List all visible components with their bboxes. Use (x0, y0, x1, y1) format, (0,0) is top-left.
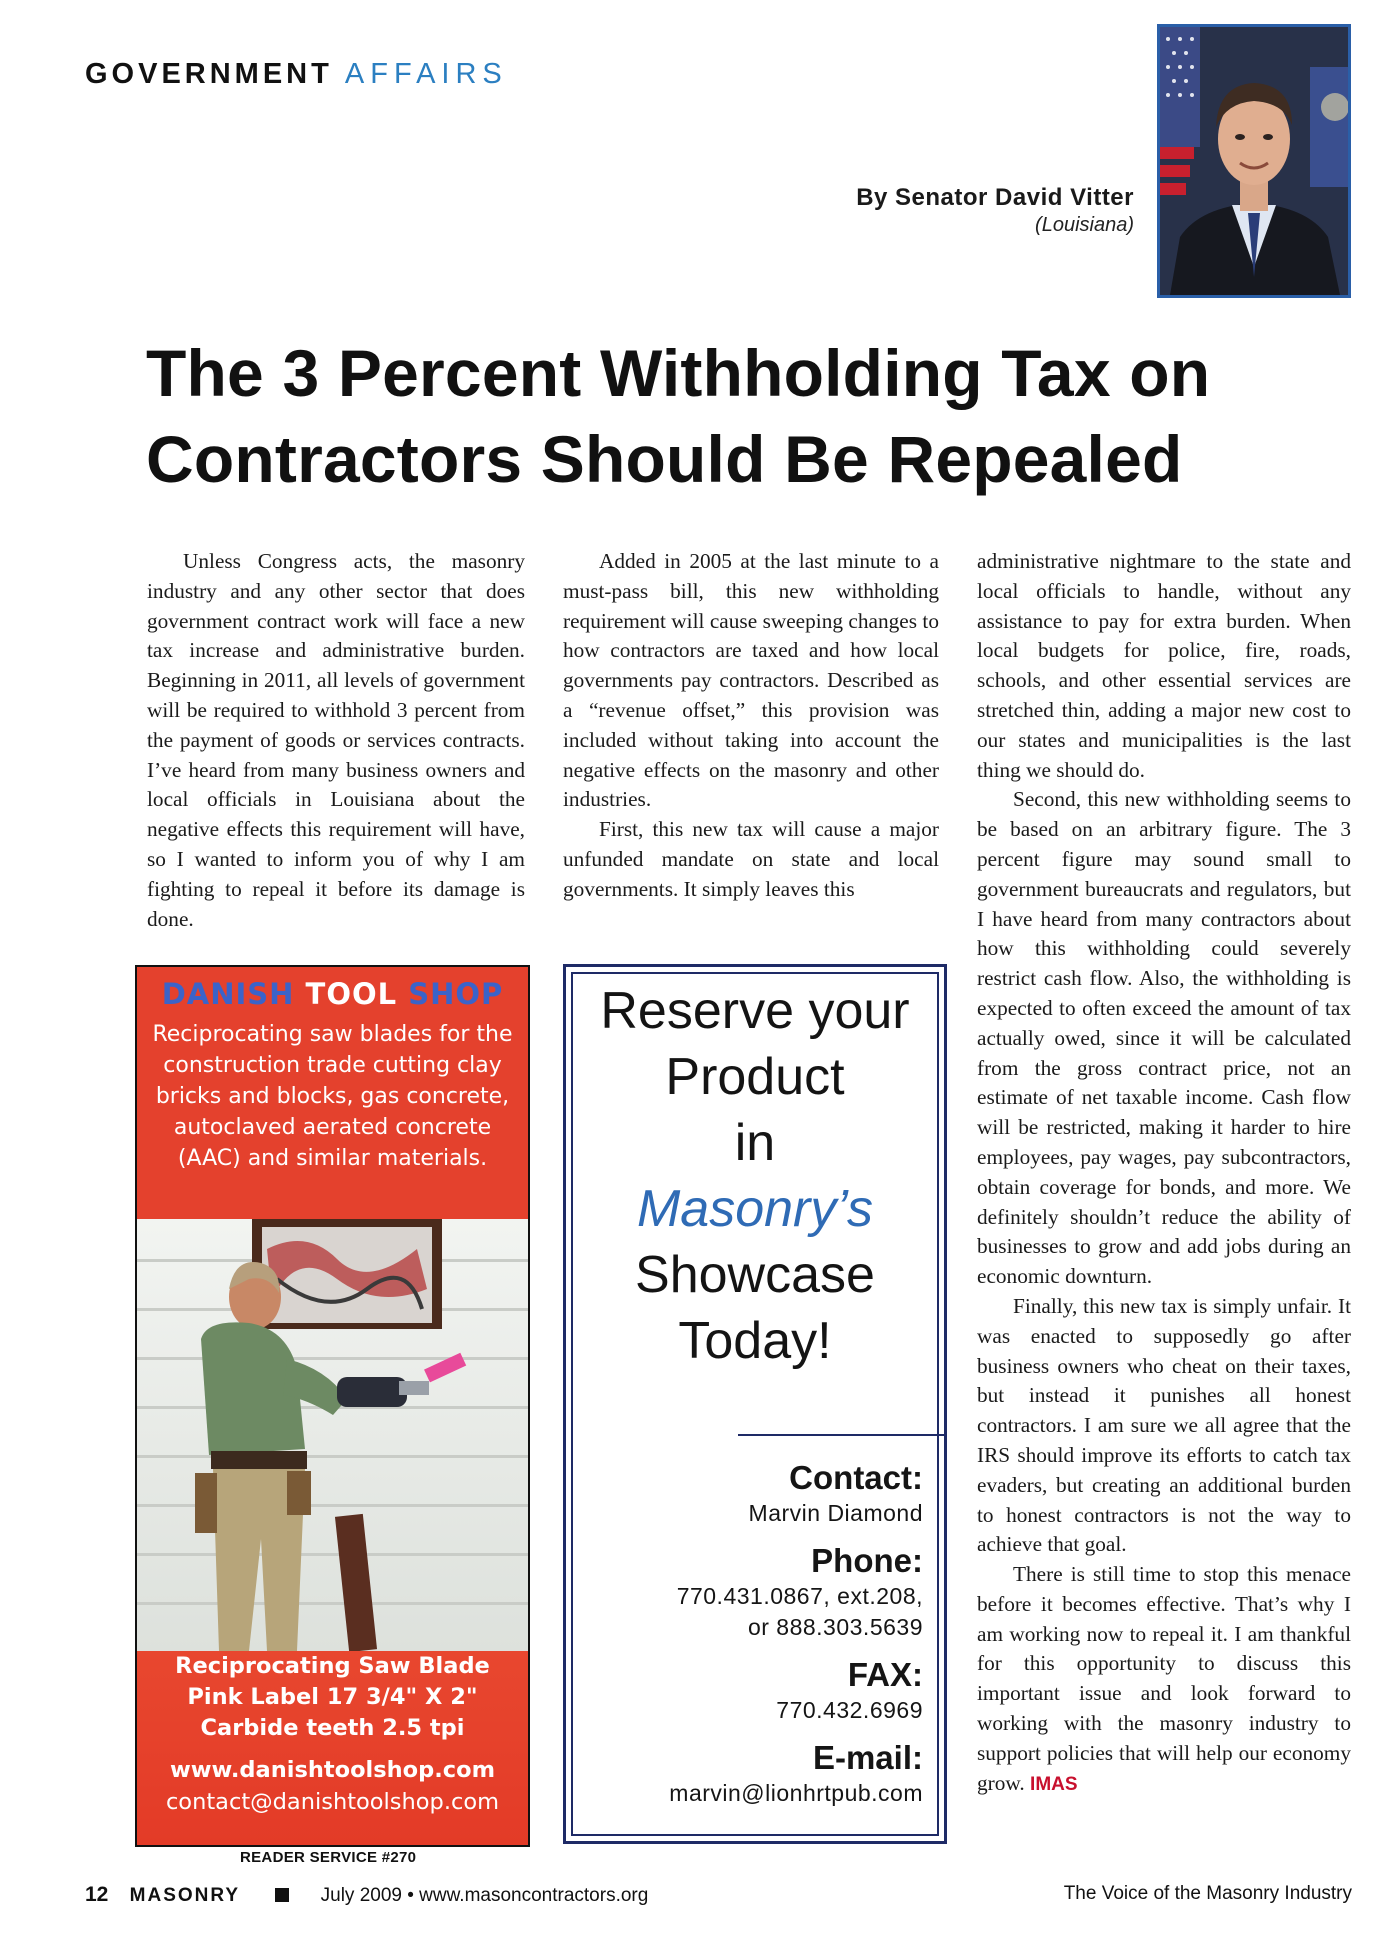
showcase-line: in (734, 1114, 776, 1172)
section-label (85, 58, 508, 91)
article-headline (146, 330, 1306, 502)
showcase-line: Product (665, 1048, 845, 1106)
fax-value: 770.432.6969 (776, 1697, 923, 1723)
issue-info: July 2009 • www.masoncontractors.org (320, 1885, 649, 1906)
article-column-1 (147, 547, 525, 934)
ad-photo (137, 1219, 528, 1651)
article-paragraph: Finally, this new tax is simply unfair. It was enacted to supposedly go after business owners who cheat on their taxes, but instead it punishes all honest contractors. I am sure we all agree that the IRS should improve its efforts to catch tax evaders, but creating an additional burden to honest contractors is not the way to achieve that goal. (977, 1293, 1351, 1557)
ad-brand-tool: TOOL (305, 977, 398, 1011)
phone-label: Phone: (811, 1542, 923, 1579)
fax-label: FAX: (847, 1656, 923, 1693)
headline-line-2: Contractors Should Be Repealed (146, 422, 1183, 496)
article-paragraph: First, this new tax will cause a major unfunded mandate on state and local governments. It simply leaves this (563, 817, 939, 901)
danish-tool-shop-ad[interactable] (135, 965, 530, 1847)
email-link[interactable]: marvin@lionhrtpub.com (669, 1780, 923, 1806)
ad-brand-danish: DANISH (161, 977, 295, 1011)
ad-product-info (137, 1651, 528, 1744)
contact-name: Marvin Diamond (748, 1500, 923, 1526)
reader-service-number: READER SERVICE #270 (240, 1849, 417, 1866)
ad-brand (137, 977, 528, 1011)
showcase-line-masonrys: Masonry’s (636, 1180, 873, 1238)
byline-state: (Louisiana) (1035, 214, 1134, 236)
magazine-name: MASONRY (129, 1885, 241, 1906)
footer-square-icon (275, 1888, 289, 1902)
showcase-line: Today! (678, 1312, 832, 1370)
article-final-text: There is still time to stop this menace before it becomes effective. That’s why I am working now to repeal it. I am thankful for this opportunity to discuss this important issue and look forward to working with the masonry industry to support policies that will help our economy grow. (977, 1562, 1351, 1795)
end-mark: IMAS (1030, 1773, 1078, 1795)
ad-website-link[interactable]: www.danishtoolshop.com (169, 1757, 496, 1783)
showcase-line: Showcase (635, 1246, 875, 1304)
ad-product-line-2: Pink Label 17 3/4" X 2" (187, 1684, 478, 1710)
page-footer-tagline: The Voice of the Masonry Industry (1063, 1883, 1352, 1904)
ad-footer-panel (137, 1651, 528, 1845)
article-paragraph: Added in 2005 at the last minute to a must-pass bill, this new withholding requirement will cause sweeping changes to how contractors are taxed and how local governments pay contractors. Described as a “revenue offset,” this provision was included without taking into account the negative effects on the masonry and other industries. (563, 549, 939, 812)
showcase-ad-headline (571, 978, 939, 1374)
contact-label: Contact: (789, 1459, 923, 1496)
ad-email-link[interactable]: contact@danishtoolshop.com (165, 1789, 500, 1815)
ad-brand-shop: SHOP (408, 977, 504, 1011)
ad-product-line-1: Reciprocating Saw Blade (175, 1653, 490, 1679)
article-paragraph-final (977, 1560, 1351, 1799)
article-column-2 (563, 547, 939, 905)
author-portrait-illustration (1160, 27, 1348, 295)
worker-cutting-wall-illustration (137, 1219, 528, 1651)
ad-description: Reciprocating saw blades for the construction trade cutting clay bricks and blocks, gas concrete, autoclaved aerated concrete (AAC) and similar materials. (152, 1022, 513, 1171)
article-column-3 (977, 547, 1351, 1799)
section-label-affairs: AFFAIRS (344, 58, 508, 90)
showcase-divider (738, 1434, 947, 1436)
article-paragraph: Second, this new withholding seems to be based on an arbitrary figure. The 3 percent figure may sound small to government bureaucrats and regulators, but I have heard from many contractors about how this withholding could severely restrict cash flow. Also, the withholding is expected to often exceed the amount of tax actually owed, since it will be calculated from the gross contract price, not an estimate of net taxable income. Cash flow will be restricted, making it harder to hire employees, pay wages, pay subcontractors, obtain coverage for bonds, and more. We definitely shouldn’t reduce the ability of businesses to grow and add jobs during an economic downturn. (977, 787, 1351, 1289)
author-photo (1157, 24, 1351, 298)
article-paragraph: administrative nightmare to the state and local officials to handle, without any assistance to pay for extra burden. When local budgets for police, fire, roads, schools, and other essential services are stretched thin, adding a major new cost to our states and municipalities is the last thing we should do. (977, 549, 1351, 782)
ad-product-line-3: Carbide teeth 2.5 tpi (200, 1715, 465, 1741)
showcase-contact-block (571, 1458, 923, 1809)
phone-line-1: 770.431.0867, ext.208, (676, 1583, 923, 1609)
byline (856, 184, 1134, 237)
headline-line-1: The 3 Percent Withholding Tax on (146, 336, 1211, 410)
ad-header-panel (137, 967, 528, 1219)
page-number: 12 (85, 1883, 109, 1906)
phone-line-2: or 888.303.5639 (747, 1614, 923, 1640)
email-label: E-mail: (812, 1739, 923, 1776)
showcase-line: Reserve your (600, 982, 910, 1040)
section-label-government: GOVERNMENT (85, 58, 333, 90)
byline-name: By Senator David Vitter (856, 184, 1134, 211)
article-paragraph: Unless Congress acts, the masonry industry and any other sector that does government contract work will face a new tax increase and administrative burden. Beginning in 2011, all levels of government will be required to withhold 3 percent from the payment of goods or services contracts. I’ve heard from many business owners and local officials in Louisiana about the negative effects this requirement will have, so I wanted to inform you of why I am fighting to repeal it before its damage is done. (147, 549, 525, 931)
page-footer-left (85, 1883, 648, 1907)
